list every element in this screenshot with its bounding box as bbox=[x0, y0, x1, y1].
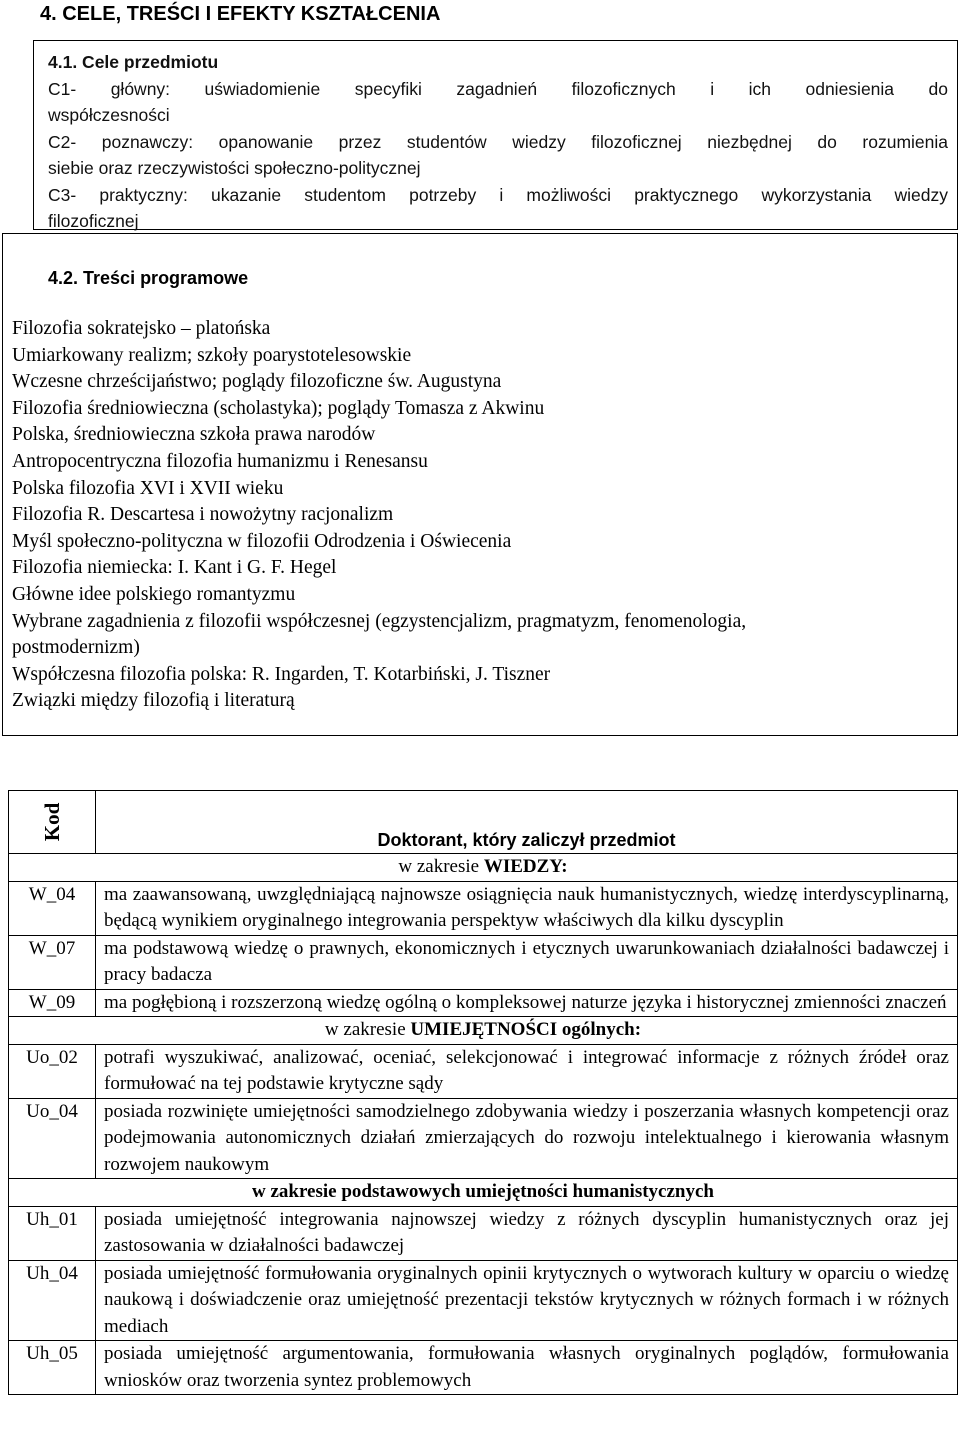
humanities-skills-section-header: w zakresie podstawowych umiejętności humanistycznych bbox=[9, 1179, 958, 1207]
outcome-description: posiada umiejętność integrowania najnowszej wiedzy z różnych dyscyplin humanistycznych oraz jej zastosowania w działalności badawczej bbox=[96, 1206, 958, 1260]
topic-item: Myśl społeczno-polityczna w filozofii Odrodzenia i Oświecenia bbox=[12, 530, 512, 552]
topic-item: Filozofia niemiecka: I. Kant i G. F. Hegel bbox=[12, 557, 337, 579]
topic-item: Filozofia średniowieczna (scholastyka); poglądy Tomasza z Akwinu bbox=[12, 397, 545, 419]
topic-item: Filozofia R. Descartesa i nowożytny racjonalizm bbox=[12, 504, 394, 526]
section-bold: UMIEJĘTNOŚCI ogólnych: bbox=[410, 1019, 642, 1040]
table-row bbox=[9, 1206, 958, 1260]
outcome-description: ma pogłębioną i rozszerzoną wiedzę ogólną o kompleksowej naturze języka i historycznej zmienności znaczeń bbox=[96, 989, 958, 1017]
outcome-code: Uo_02 bbox=[9, 1044, 96, 1098]
knowledge-section-header bbox=[9, 854, 958, 882]
outcome-description: posiada umiejętność argumentowania, formułowania własnych oryginalnych poglądów, formułowania wniosków oraz tworzenia syntez problemowych bbox=[96, 1341, 958, 1395]
topic-item: Umiarkowany realizm; szkoły poarystotelesowskie bbox=[12, 344, 412, 366]
contents-title: 4.2. Treści programowe bbox=[48, 268, 249, 288]
outcome-code: Uo_04 bbox=[9, 1098, 96, 1179]
goal-line: C3- praktyczny: ukazanie studentom potrzeby i możliwości praktycznego wykorzystania wiedzy bbox=[48, 184, 948, 205]
topic-item: Polska filozofia XVI i XVII wieku bbox=[12, 477, 284, 499]
table-row bbox=[9, 881, 958, 935]
outcome-description: posiada umiejętność formułowania oryginalnych opinii krytycznych o wytworach kultury w oparciu o wiedzę naukową i doświadczenie oraz umiejętność prezentacji tekstów krytycznych w różnych formach i w różnych mediach bbox=[96, 1260, 958, 1341]
goal-line: C1- główny: uświadomienie specyfiki zagadnień filozoficznych i ich odniesienia do bbox=[48, 78, 948, 99]
goal-line: współczesności bbox=[48, 105, 170, 125]
description-header: Doktorant, który zaliczył przedmiot bbox=[96, 791, 958, 854]
outcome-description: potrafi wyszukiwać, analizować, oceniać, selekcjonować i integrować informacje z różnych źródeł oraz formułować na tej podstawie krytyczne sądy bbox=[96, 1044, 958, 1098]
table-header-row bbox=[9, 791, 958, 854]
outcome-code: Uh_05 bbox=[9, 1341, 96, 1395]
outcome-code: Uh_01 bbox=[9, 1206, 96, 1260]
outcome-description: posiada rozwinięte umiejętności samodzielnego zdobywania wiedzy i poszerzania własnych kompetencji oraz podejmowania autonomicznych działań zmierzających do rozwoju intelektualnego i kierowania własnym rozwojem naukowym bbox=[96, 1098, 958, 1179]
general-skills-section-header bbox=[9, 1017, 958, 1045]
table-row bbox=[9, 1098, 958, 1179]
table-row bbox=[9, 935, 958, 989]
section-bold: WIEDZY: bbox=[483, 856, 568, 877]
course-goals-box bbox=[33, 40, 958, 230]
section-prefix: w zakresie bbox=[324, 1019, 411, 1040]
topic-item: postmodernizm) bbox=[12, 637, 140, 659]
goal-line: C2- poznawczy: opanowanie przez studentów wiedzy filozoficznej niezbędnej do rozumienia bbox=[48, 131, 948, 152]
section-row bbox=[9, 1017, 958, 1045]
goal-line: filozoficznej bbox=[48, 211, 139, 231]
table-row bbox=[9, 1044, 958, 1098]
code-header: Kod bbox=[40, 802, 64, 842]
code-header-cell bbox=[9, 791, 96, 854]
section-row bbox=[9, 1179, 958, 1207]
goal-line: siebie oraz rzeczywistości społeczno-politycznej bbox=[48, 158, 421, 178]
topic-item: Polska, średniowieczna szkoła prawa narodów bbox=[12, 424, 376, 446]
topic-item: Antropocentryczna filozofia humanizmu i Renesansu bbox=[12, 450, 428, 472]
table-row bbox=[9, 1341, 958, 1395]
outcome-code: W_04 bbox=[9, 881, 96, 935]
learning-outcomes-table bbox=[8, 790, 958, 1395]
goals-title: 4.1. Cele przedmiotu bbox=[48, 52, 219, 72]
outcome-code: Uh_04 bbox=[9, 1260, 96, 1341]
table-row bbox=[9, 1260, 958, 1341]
outcome-description: ma podstawową wiedzę o prawnych, ekonomicznych i etycznych uwarunkowaniach działalności badawczej i pracy badacza bbox=[96, 935, 958, 989]
topic-item: Główne idee polskiego romantyzmu bbox=[12, 583, 296, 605]
table-row bbox=[9, 989, 958, 1017]
section-prefix: w zakresie bbox=[398, 856, 484, 877]
topics-list bbox=[12, 316, 746, 715]
outcome-code: W_09 bbox=[9, 989, 96, 1017]
topic-item: Wybrane zagadnienia z filozofii współczesnej (egzystencjalizm, pragmatyzm, fenomenologia, bbox=[12, 610, 747, 632]
program-contents-box bbox=[2, 233, 958, 736]
outcome-description: ma zaawansowaną, uwzględniającą najnowsze osiągnięcia nauk humanistycznych, wiedzę interdyscyplinarną, będącą wynikiem oryginalnego integrowania perspektyw właściwych dla kilku dyscyplin bbox=[96, 881, 958, 935]
topic-item: Związki między filozofią i literaturą bbox=[12, 690, 295, 712]
topic-item: Wczesne chrześcijaństwo; poglądy filozoficzne św. Augustyna bbox=[12, 371, 502, 393]
outcome-code: W_07 bbox=[9, 935, 96, 989]
topic-item: Współczesna filozofia polska: R. Ingarden, T. Kotarbiński, J. Tiszner bbox=[12, 663, 551, 685]
topic-item: Filozofia sokratejsko – platońska bbox=[12, 318, 271, 339]
page-heading: 4. CELE, TREŚCI I EFEKTY KSZTAŁCENIA bbox=[40, 3, 441, 25]
section-row bbox=[9, 854, 958, 882]
